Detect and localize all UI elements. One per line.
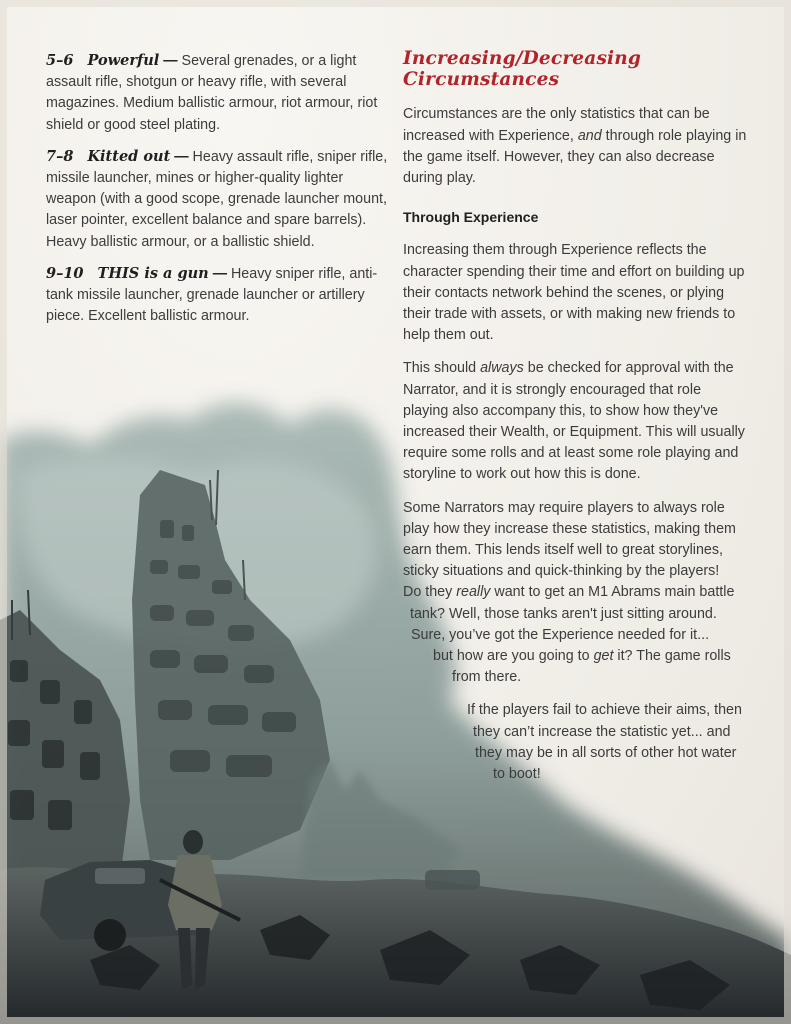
tier-range: 5–6 <box>46 52 74 69</box>
line-emphasis: really <box>456 584 491 601</box>
distant-car <box>425 870 480 890</box>
line: play how they increase these statistics, making them <box>403 520 736 537</box>
tier-name: Kitted out <box>87 147 171 165</box>
tier-dash: — <box>212 265 227 282</box>
intro-emphasis: and <box>577 127 602 144</box>
line-part: it? The game rolls <box>613 648 731 665</box>
equipment-tiers <box>46 50 388 337</box>
tier-entry <box>46 50 388 136</box>
line: earn them. This lends itself well to great storylines, <box>403 542 723 559</box>
tier-range: 9–10 <box>46 264 84 282</box>
line <box>403 582 748 603</box>
approval-text-b: be checked for approval with the Narrator, and it is strongly encouraged that role playing also accompany this, to show how they've increased their Wealth, or Equipment. This will usually require some rolls and at least some role playing and storyline to work out how this is done. <box>403 360 745 483</box>
line: from there. <box>452 669 522 686</box>
tier-dash: — <box>174 148 189 165</box>
tier-description: Heavy sniper rifle, anti-tank missile launcher, grenade launcher or artillery piece. Excellent ballistic armour. <box>46 265 378 325</box>
tier-description: Several grenades, or a light assault rifle, shotgun or heavy rifle, with several magazines. Medium ballistic armour, riot armour, riot shield or good steel plating. <box>46 53 378 133</box>
subheading: Through Experience <box>403 209 539 226</box>
approval-text-a: This should <box>403 360 481 377</box>
line-part: but how are you going to <box>433 648 594 665</box>
line-emphasis: get <box>593 648 614 665</box>
paragraph-fail <box>403 700 748 785</box>
paragraph-approval <box>403 358 748 485</box>
approval-emphasis: always <box>480 360 524 377</box>
tier-name: Powerful <box>87 52 160 69</box>
tier-range: 7–8 <box>46 147 74 165</box>
section-heading: Increasing/Decreasing Circumstances <box>403 48 642 91</box>
line: Sure, you’ve got the Experience needed for it... <box>411 626 710 643</box>
line: to boot! <box>493 766 541 783</box>
intro-paragraph <box>403 104 748 189</box>
tier-description: Heavy assault rifle, sniper rifle, missile launcher, mines or higher-quality lighter weapon (with a good scope, grenade launcher mount, laser pointer, excellent balance and spare barrels). Heavy ballistic armour, or a ballistic shield. <box>46 148 388 250</box>
paragraph-roleplay <box>403 498 748 689</box>
tier-dash: — <box>163 53 178 69</box>
line: If the players fail to achieve their aims, then <box>467 702 742 719</box>
line: they may be in all sorts of other hot water <box>475 744 737 761</box>
intro-text-a: Circumstances are the only statistics that can be increased with Experience, <box>403 106 710 144</box>
tier-entry <box>46 263 388 328</box>
line: tank? Well, those tanks aren't just sitting around. <box>410 605 717 622</box>
paragraph-experience: Increasing them through Experience reflects the character spending their time and effort on building up their contacts network behind the scenes, or plying their trade with assets, or with making new friends to help them out. <box>403 242 745 344</box>
line-part: want to get an M1 Abrams main battle <box>490 584 735 601</box>
tier-entry <box>46 146 388 253</box>
tier-name: THIS is a gun <box>97 264 209 282</box>
line-part: Do they <box>403 584 457 601</box>
line: sticky situations and quick-thinking by the players! <box>403 563 720 580</box>
line: Some Narrators may require players to always role <box>403 499 725 516</box>
line <box>403 646 748 667</box>
line: they can’t increase the statistic yet... and <box>473 723 731 740</box>
circumstances-section <box>403 48 748 797</box>
intro-text-b: through role playing in the game itself. However, they can also decrease during play. <box>403 127 747 187</box>
